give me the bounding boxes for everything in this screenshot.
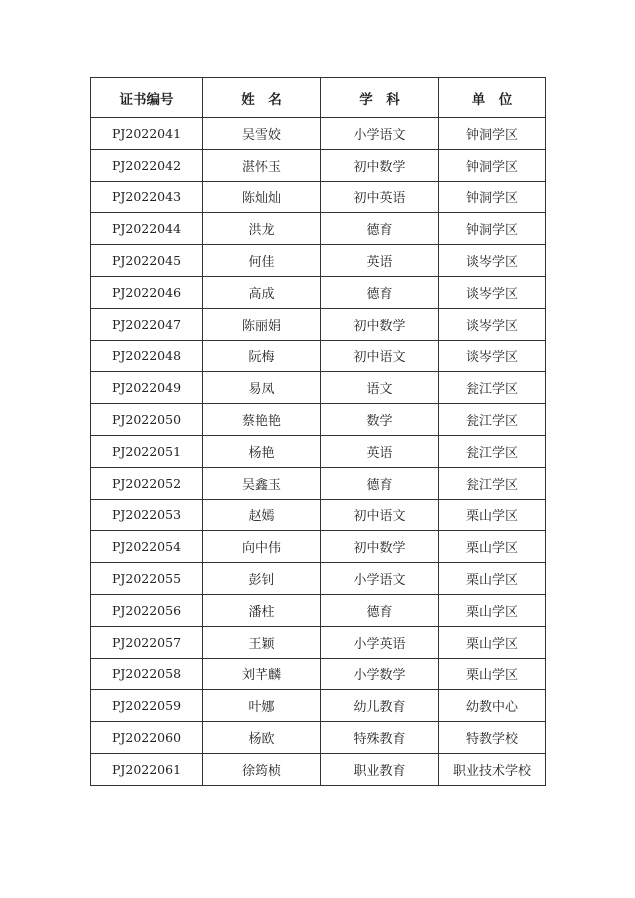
cell-unit: 栗山学区 [439, 563, 546, 595]
header-row [91, 78, 546, 118]
cell-unit: 谈岑学区 [439, 245, 546, 277]
table-row [91, 340, 546, 372]
cell-subject: 小学数学 [321, 658, 439, 690]
cell-subject: 初中语文 [321, 340, 439, 372]
cell-subject: 英语 [321, 435, 439, 467]
cell-certificate-number: PJ2022061 [91, 753, 203, 785]
cell-name: 赵嫣 [203, 499, 321, 531]
cell-unit: 钟洞学区 [439, 118, 546, 150]
cell-certificate-number: PJ2022056 [91, 594, 203, 626]
cell-subject: 初中英语 [321, 181, 439, 213]
cell-name: 湛怀玉 [203, 149, 321, 181]
cell-name: 高成 [203, 276, 321, 308]
cell-certificate-number: PJ2022049 [91, 372, 203, 404]
cell-name: 王颖 [203, 626, 321, 658]
table-row [91, 149, 546, 181]
header-certificate-number: 证书编号 [91, 78, 203, 118]
table-row [91, 563, 546, 595]
cell-subject: 小学英语 [321, 626, 439, 658]
cell-certificate-number: PJ2022051 [91, 435, 203, 467]
header-name: 姓 名 [203, 78, 321, 118]
cell-certificate-number: PJ2022041 [91, 118, 203, 150]
cell-subject: 德育 [321, 276, 439, 308]
table-row [91, 213, 546, 245]
cell-certificate-number: PJ2022059 [91, 690, 203, 722]
cell-subject: 小学语文 [321, 563, 439, 595]
cell-name: 向中伟 [203, 531, 321, 563]
table-header [91, 78, 546, 118]
cell-certificate-number: PJ2022050 [91, 404, 203, 436]
cell-certificate-number: PJ2022057 [91, 626, 203, 658]
cell-certificate-number: PJ2022042 [91, 149, 203, 181]
table-row [91, 276, 546, 308]
cell-certificate-number: PJ2022053 [91, 499, 203, 531]
cell-unit: 栗山学区 [439, 658, 546, 690]
cell-unit: 栗山学区 [439, 594, 546, 626]
cell-name: 杨艳 [203, 435, 321, 467]
cell-name: 杨欧 [203, 722, 321, 754]
cell-unit: 瓮江学区 [439, 404, 546, 436]
cell-unit: 栗山学区 [439, 531, 546, 563]
cell-subject: 德育 [321, 213, 439, 245]
cell-name: 彭钊 [203, 563, 321, 595]
cell-unit: 瓮江学区 [439, 372, 546, 404]
cell-unit: 栗山学区 [439, 499, 546, 531]
cell-certificate-number: PJ2022054 [91, 531, 203, 563]
certificate-table [90, 77, 546, 786]
cell-name: 何佳 [203, 245, 321, 277]
cell-name: 吴雪姣 [203, 118, 321, 150]
cell-subject: 德育 [321, 467, 439, 499]
table-row [91, 308, 546, 340]
header-subject: 学 科 [321, 78, 439, 118]
cell-unit: 瓮江学区 [439, 435, 546, 467]
cell-unit: 特教学校 [439, 722, 546, 754]
cell-name: 易凤 [203, 372, 321, 404]
cell-unit: 幼教中心 [439, 690, 546, 722]
cell-certificate-number: PJ2022043 [91, 181, 203, 213]
table-row [91, 690, 546, 722]
cell-name: 阮梅 [203, 340, 321, 372]
cell-subject: 特殊教育 [321, 722, 439, 754]
cell-unit: 钟洞学区 [439, 213, 546, 245]
table-row [91, 467, 546, 499]
cell-name: 陈丽娟 [203, 308, 321, 340]
cell-certificate-number: PJ2022052 [91, 467, 203, 499]
cell-certificate-number: PJ2022046 [91, 276, 203, 308]
cell-name: 洪龙 [203, 213, 321, 245]
cell-name: 刘芊麟 [203, 658, 321, 690]
table-row [91, 658, 546, 690]
cell-unit: 谈岑学区 [439, 340, 546, 372]
table-row [91, 753, 546, 785]
cell-subject: 初中数学 [321, 149, 439, 181]
cell-subject: 初中数学 [321, 308, 439, 340]
cell-subject: 英语 [321, 245, 439, 277]
table-row [91, 435, 546, 467]
table-body [91, 118, 546, 786]
cell-certificate-number: PJ2022044 [91, 213, 203, 245]
table-row [91, 499, 546, 531]
cell-name: 徐筠桢 [203, 753, 321, 785]
cell-unit: 谈岑学区 [439, 308, 546, 340]
cell-name: 叶娜 [203, 690, 321, 722]
cell-unit: 栗山学区 [439, 626, 546, 658]
cell-name: 吴鑫玉 [203, 467, 321, 499]
header-unit: 单 位 [439, 78, 546, 118]
cell-certificate-number: PJ2022048 [91, 340, 203, 372]
cell-unit: 钟洞学区 [439, 149, 546, 181]
cell-unit: 钟洞学区 [439, 181, 546, 213]
cell-certificate-number: PJ2022047 [91, 308, 203, 340]
cell-unit: 瓮江学区 [439, 467, 546, 499]
cell-subject: 职业教育 [321, 753, 439, 785]
table-row [91, 372, 546, 404]
table-row [91, 118, 546, 150]
table-row [91, 181, 546, 213]
cell-certificate-number: PJ2022055 [91, 563, 203, 595]
cell-subject: 德育 [321, 594, 439, 626]
cell-subject: 初中语文 [321, 499, 439, 531]
cell-name: 潘柱 [203, 594, 321, 626]
cell-subject: 初中数学 [321, 531, 439, 563]
cell-subject: 小学语文 [321, 118, 439, 150]
table-row [91, 404, 546, 436]
cell-certificate-number: PJ2022045 [91, 245, 203, 277]
cell-subject: 数学 [321, 404, 439, 436]
table-row [91, 626, 546, 658]
cell-unit: 职业技术学校 [439, 753, 546, 785]
table-row [91, 245, 546, 277]
cell-name: 陈灿灿 [203, 181, 321, 213]
table-row [91, 594, 546, 626]
cell-name: 蔡艳艳 [203, 404, 321, 436]
table-row [91, 531, 546, 563]
cell-unit: 谈岑学区 [439, 276, 546, 308]
cell-certificate-number: PJ2022060 [91, 722, 203, 754]
cell-certificate-number: PJ2022058 [91, 658, 203, 690]
cell-subject: 语文 [321, 372, 439, 404]
table-row [91, 722, 546, 754]
cell-subject: 幼儿教育 [321, 690, 439, 722]
